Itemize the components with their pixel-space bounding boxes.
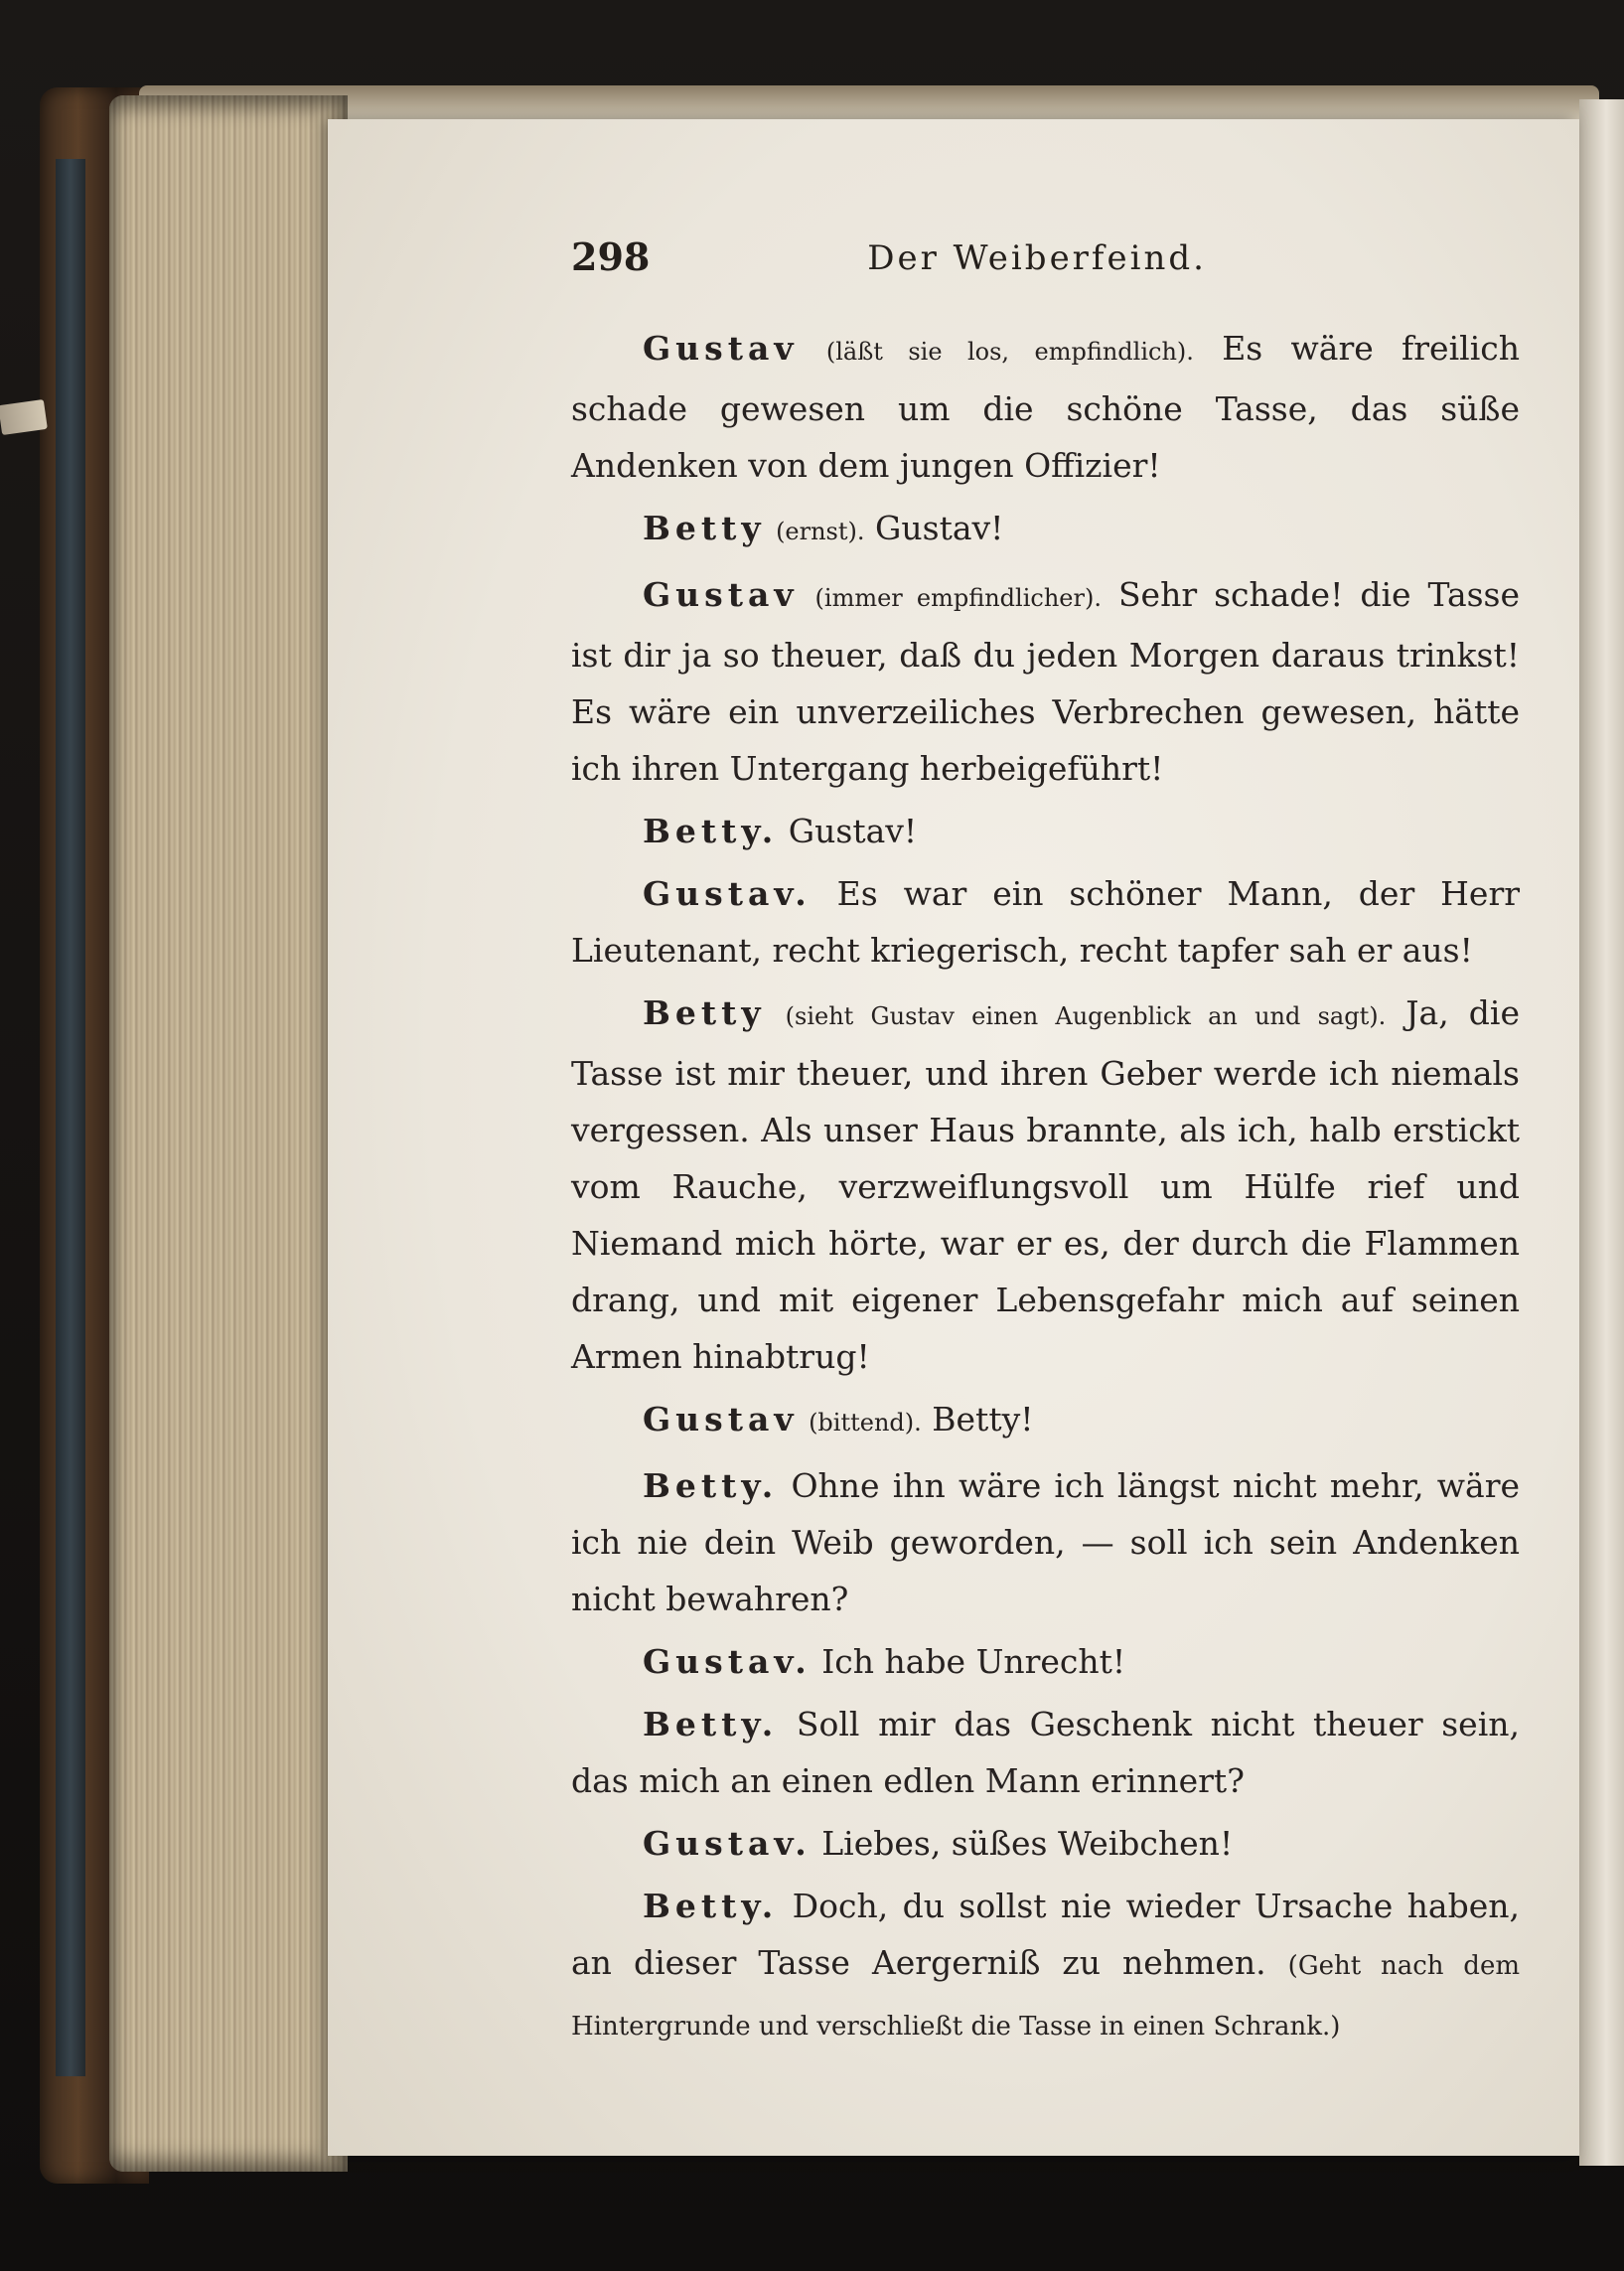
dialogue-paragraph: [571, 1878, 1520, 2055]
stage-direction: (sieht Gustav einen Augenblick an und sagt).: [785, 1002, 1387, 1030]
dialogue-paragraph: [571, 803, 1520, 859]
dialogue-text: Gustav!: [875, 509, 1004, 547]
dialogue-paragraph: [571, 566, 1520, 797]
page-header: [571, 234, 1207, 290]
dialogue-text: Es wäre freilich schade gewesen um die schöne Tasse, das süße Andenken von dem jungen Offizier!: [571, 329, 1520, 485]
page-text: [571, 320, 1520, 2061]
speaker-name: Betty.: [643, 1705, 779, 1743]
bookmark-ribbon: [0, 399, 48, 435]
speaker-name: Betty: [643, 509, 766, 547]
dialogue-text: Ich habe Unrecht!: [821, 1642, 1126, 1681]
dialogue-paragraph: [571, 1391, 1520, 1451]
speaker-name: Gustav: [643, 1400, 799, 1438]
facing-page-sliver: [1579, 99, 1624, 2166]
dialogue-text: Sehr schade! die Tasse ist dir ja so theuer, daß du jeden Morgen daraus trinkst! Es wäre ein unverzeiliches Verbrechen gewesen, hätte ich ihren Untergang herbeigeführt!: [571, 575, 1521, 788]
speaker-name: Betty.: [643, 1887, 779, 1925]
dialogue-paragraph: [571, 500, 1520, 560]
speaker-name: Gustav: [643, 575, 799, 614]
dialogue-paragraph: [571, 1696, 1520, 1809]
speaker-name: Betty.: [643, 1466, 779, 1505]
speaker-name: Gustav: [643, 329, 799, 368]
dialogue-paragraph: [571, 1815, 1520, 1872]
stage-direction: (Geht nach dem Hintergrunde und verschließt die Tasse in einen Schrank.): [571, 1951, 1520, 2042]
dialogue-text: Soll mir das Geschenk nicht theuer sein, das mich an einen edlen Mann erinnert?: [571, 1705, 1520, 1800]
stage-direction: (immer empfindlicher).: [814, 584, 1102, 612]
dialogue-paragraph: [571, 1457, 1520, 1627]
dialogue-text: Doch, du sollst nie wieder Ursache haben, an dieser Tasse Aergerniß zu nehmen.: [571, 1887, 1520, 1982]
page-number: 298: [571, 234, 651, 279]
speaker-name: Gustav.: [643, 1824, 812, 1863]
dialogue-text: Gustav!: [788, 812, 918, 850]
dialogue-text: Ohne ihn wäre ich längst nicht mehr, wäre ich nie dein Weib geworden, — soll ich sein Andenken nicht bewahren?: [571, 1466, 1521, 1618]
speaker-name: Gustav.: [643, 874, 812, 913]
running-head: Der Weiberfeind.: [867, 238, 1207, 278]
dialogue-paragraph: [571, 865, 1520, 979]
dialogue-text: Es war ein schöner Mann, der Herr Lieutenant, recht kriegerisch, recht tapfer sah er aus!: [571, 874, 1520, 970]
dialogue-text: Liebes, süßes Weibchen!: [821, 1824, 1234, 1863]
dialogue-text: Betty!: [932, 1400, 1034, 1438]
dialogue-text: Ja, die Tasse ist mir theuer, und ihren Geber werde ich niemals vergessen. Als unser Haus brannte, als ich, halb erstickt vom Rauche, verzweiflungsvoll um Hülfe rief und Niemand mich hörte, war er es, der durch die Flammen drang, und mit eigener Lebensgefahr mich auf seinen Armen hinabtrug!: [571, 993, 1520, 1376]
speaker-name: Gustav.: [643, 1642, 812, 1681]
stage-direction: (bittend).: [809, 1409, 922, 1437]
dialogue-paragraph: [571, 984, 1520, 1385]
book-spine-band: [56, 159, 85, 2076]
speaker-name: Betty.: [643, 812, 779, 850]
dialogue-paragraph: [571, 320, 1520, 494]
stage-direction: (ernst).: [776, 518, 865, 545]
dialogue-paragraph: [571, 1633, 1520, 1690]
stage-direction: (läßt sie los, empfindlich).: [825, 338, 1194, 366]
speaker-name: Betty: [643, 993, 766, 1032]
page-stack-fore-edge: [109, 95, 348, 2172]
